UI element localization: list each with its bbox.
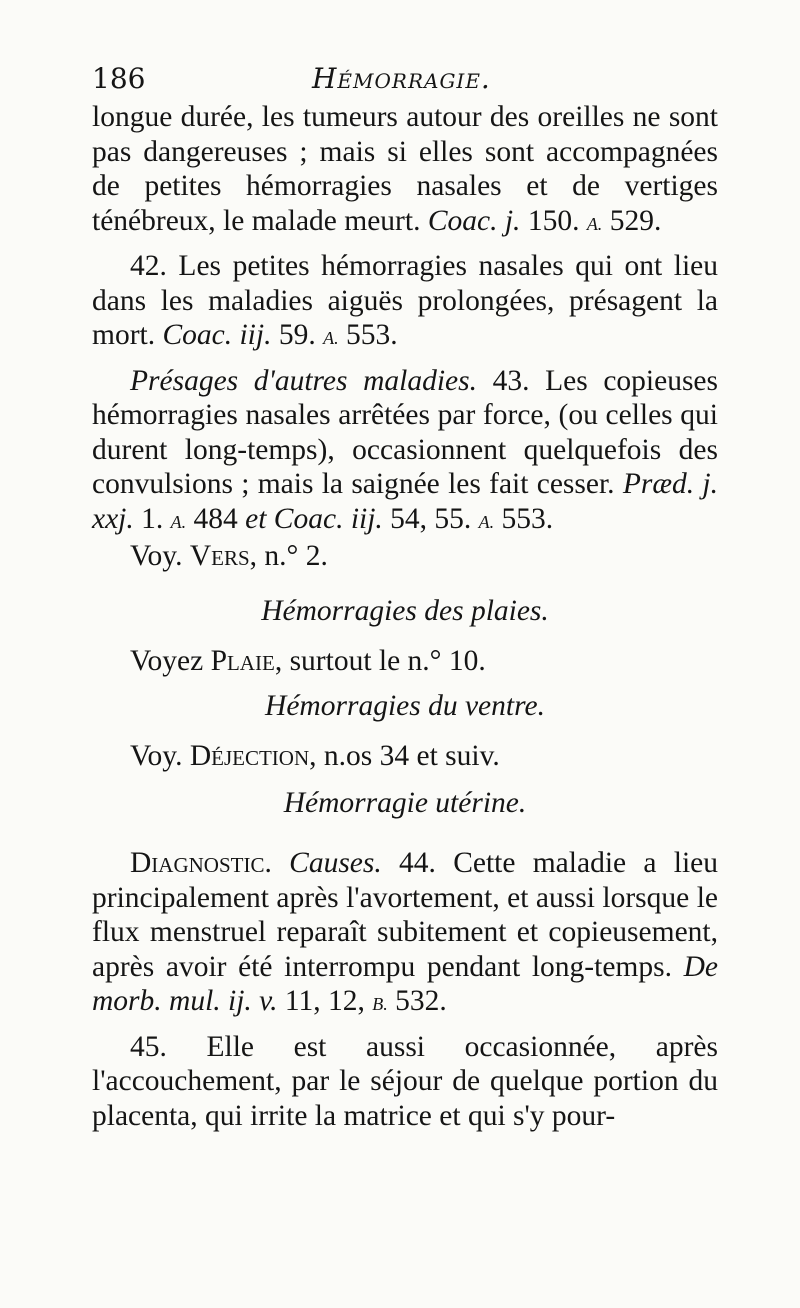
section-heading-ventre: Hémorragies du ventre.: [265, 689, 545, 722]
paragraph-42: 42. Les petites hémorragies nasales qui ont lieu dans les maladies aiguës prolongées, présagent la mort. Coac. iij. 59. A. 553.: [92, 250, 718, 351]
section-heading-plaies: Hémorragies des plaies.: [261, 594, 549, 627]
cross-reference-dejection: Voy. Déjection, n.os 34 et suiv.: [130, 740, 500, 772]
page-number: 186: [92, 62, 146, 95]
paragraph-43: Présages d'autres maladies. 43. Les copieuses hémorragies nasales arrêtées par force, (ou celles qui durent long-temps), occasionnent quelquefois des convulsions ; mais la saignée les fait cesser. Præd. j. xxj. 1. A. 484 et Coac. iij. 54, 55. A. 553.: [92, 364, 719, 535]
section-heading-uterine: Hémorragie utérine.: [283, 786, 527, 819]
book-page: [92, 58, 718, 1258]
paragraph-45: 45. Elle est aussi occasionnée, après l'accouchement, par le séjour de quelque portion du placenta, qui irrite la matrice et qui s'y pour-: [92, 1030, 718, 1132]
paragraph-1: longue durée, les tumeurs autour des oreilles ne sont pas dangereuses ; mais si elles sont accompagnées de petites hémorragies nasales et de vertiges ténébreux, le malade meurt. Coac. j. 150. A. 529.: [92, 101, 718, 237]
paragraph-44: Diagnostic. Causes. 44. Cette maladie a lieu principalement après l'avortement, et aussi lorsque le flux menstruel reparaît subitement et copieusement, après avoir été interrompu pendant long-temps. De morb. mul. ij. v. 11, 12, B. 532.: [92, 847, 719, 1017]
page-header: [92, 58, 718, 100]
cross-reference-plaie: Voyez Plaie, surtout le n.° 10.: [130, 645, 486, 677]
running-title: Hémorragie.: [312, 62, 491, 95]
body-text: [92, 100, 718, 1133]
cross-reference-vers: Voy. Vers, n.° 2.: [130, 540, 328, 572]
